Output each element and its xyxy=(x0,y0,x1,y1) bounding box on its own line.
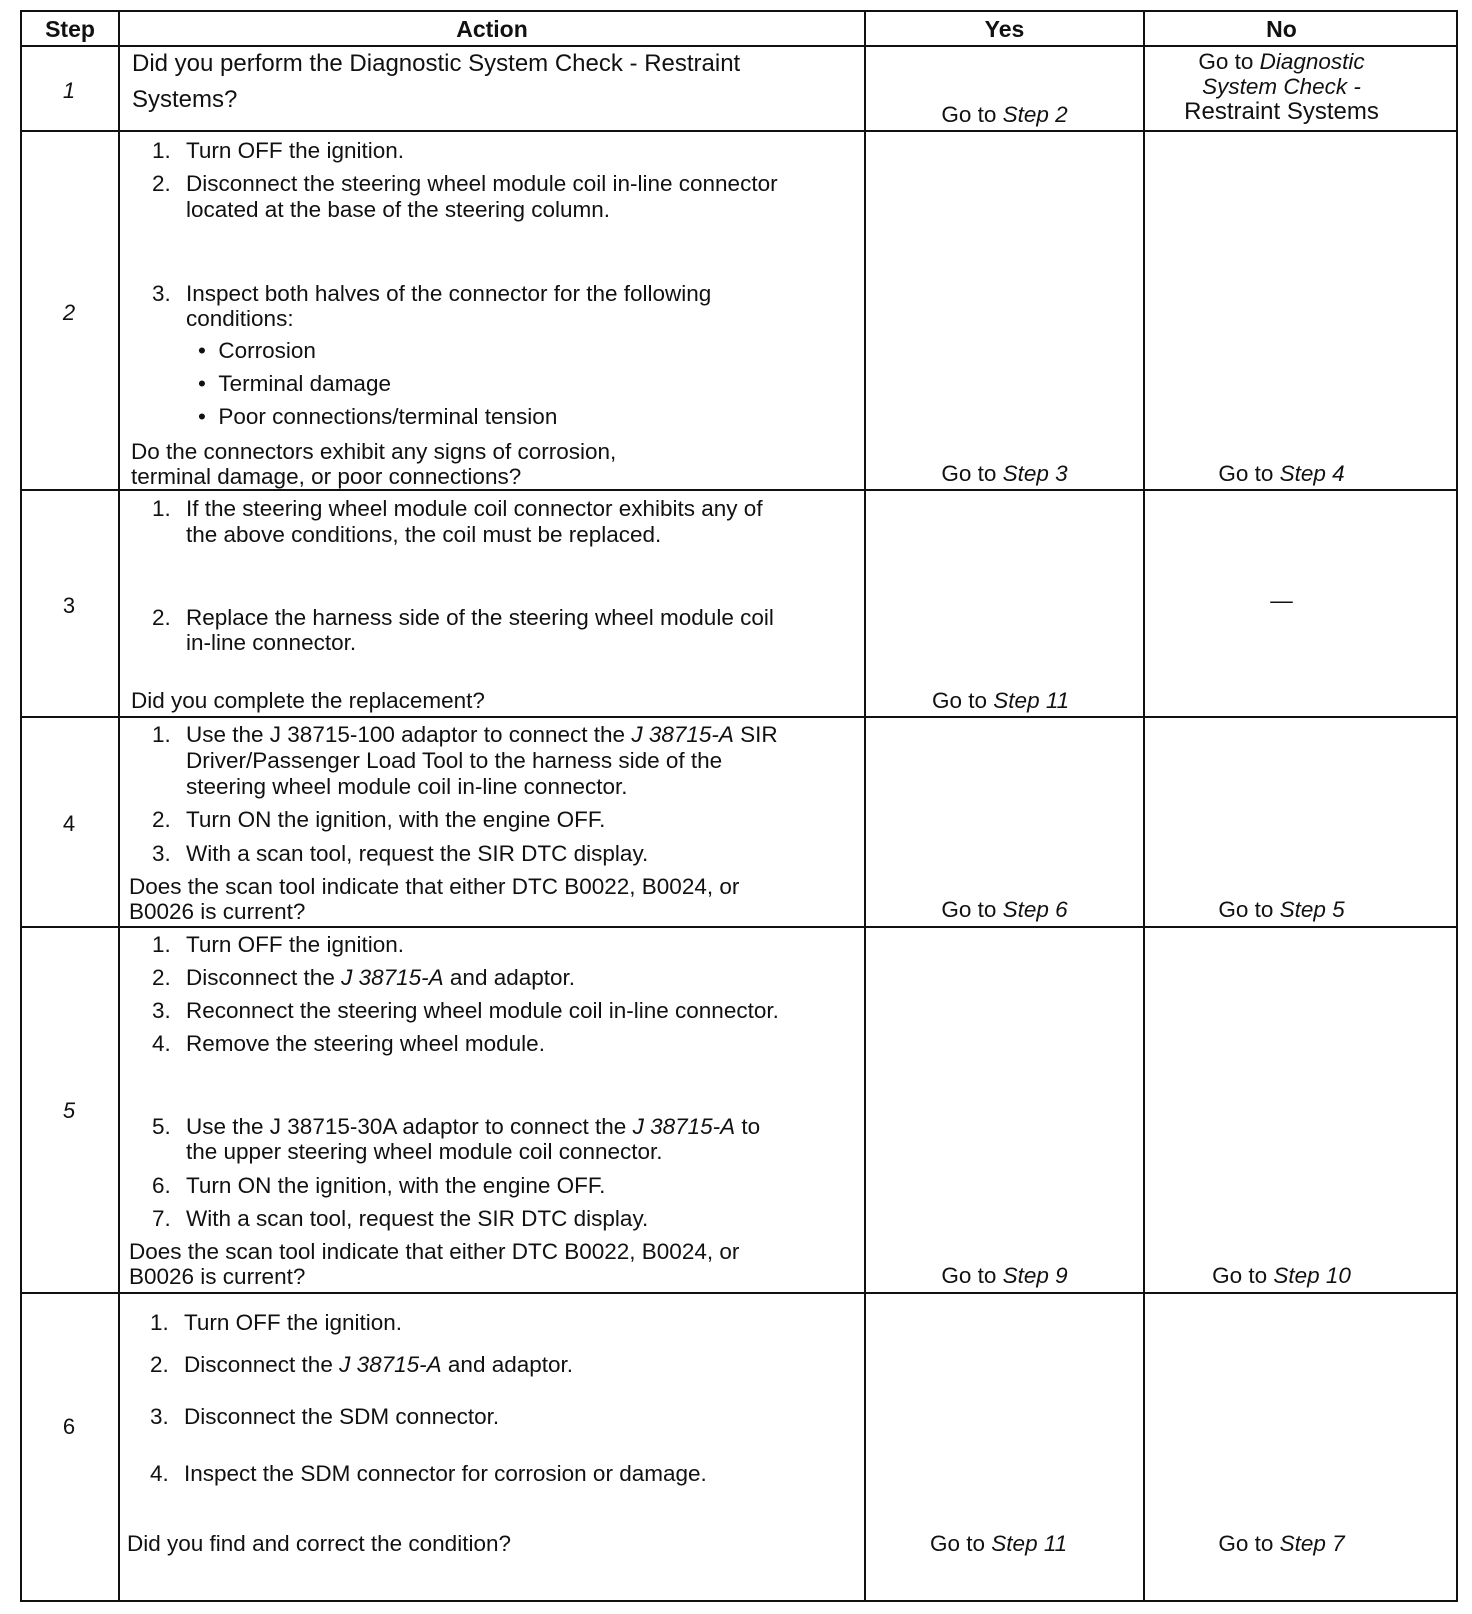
item-text: the upper steering wheel module coil connector. xyxy=(186,1139,663,1164)
col-divider xyxy=(864,12,866,1600)
item-text: Reconnect the steering wheel module coil in-line connector. xyxy=(186,998,779,1023)
item-number: 1. xyxy=(152,138,171,163)
item-text: Disconnect the SDM connector. xyxy=(184,1404,500,1429)
item-number: 1. xyxy=(150,1310,169,1335)
item-text: in-line connector. xyxy=(186,630,357,655)
row-divider xyxy=(22,926,1456,928)
yes-result xyxy=(866,1531,1156,1557)
no-result xyxy=(1145,1531,1418,1557)
step-number: 1 xyxy=(62,78,76,103)
col-divider xyxy=(118,12,120,1600)
no-step-link[interactable]: Step 10 xyxy=(1273,1263,1351,1288)
question-line: B0026 is current? xyxy=(129,1264,306,1289)
item-number: 3. xyxy=(152,998,171,1023)
item-text: the above conditions, the coil must be replaced. xyxy=(186,522,662,547)
yes-step-link[interactable]: Step 3 xyxy=(1002,461,1068,486)
item-number: 6. xyxy=(152,1173,171,1198)
item-number: 3. xyxy=(152,281,171,306)
no-result xyxy=(1145,897,1418,923)
question-line: Systems? xyxy=(132,86,238,113)
bullet-item: • Terminal damage xyxy=(198,371,391,396)
item-number: 1. xyxy=(152,932,171,957)
question xyxy=(129,874,739,924)
header-action: Action xyxy=(456,15,528,42)
item-number: 2. xyxy=(152,605,171,630)
item-text: Turn ON the ignition, with the engine OFF. xyxy=(186,807,606,832)
item-number: 7. xyxy=(152,1206,171,1231)
item-text: Turn OFF the ignition. xyxy=(184,1310,403,1335)
yes-step-link[interactable]: Step 11 xyxy=(993,688,1070,713)
tool-reference[interactable]: J 38715-A xyxy=(341,965,444,990)
item-number: 3. xyxy=(150,1404,169,1429)
no-prefix: Go to xyxy=(1218,461,1274,486)
question-line: Does the scan tool indicate that either DTC B0022, B0024, or xyxy=(129,1239,740,1264)
question-line: terminal damage, or poor connections? xyxy=(131,464,522,489)
item-number: 2. xyxy=(150,1352,169,1377)
yes-result xyxy=(866,102,1143,128)
item-text: Use the J 38715-30A adaptor to connect the xyxy=(186,1114,633,1139)
no-step-link[interactable]: Step 7 xyxy=(1279,1531,1345,1556)
item-text: Driver/Passenger Load Tool to the harness side of the xyxy=(186,748,723,773)
yes-step-link[interactable]: Step 6 xyxy=(1002,897,1068,922)
no-step-link[interactable]: Step 4 xyxy=(1279,461,1345,486)
no-result xyxy=(1145,461,1418,487)
yes-prefix: Go to xyxy=(941,1263,997,1288)
question-line: Did you perform the Diagnostic System Check - Restraint xyxy=(132,50,741,77)
item-text: Turn ON the ignition, with the engine OFF. xyxy=(186,1173,606,1198)
item-text: located at the base of the steering column. xyxy=(186,197,611,222)
question-line: B0026 is current? xyxy=(129,899,306,924)
question: Did you find and correct the condition? xyxy=(127,1531,511,1556)
yes-step-link[interactable]: Step 2 xyxy=(1002,102,1068,127)
row-divider xyxy=(22,1292,1456,1294)
item-number: 1. xyxy=(152,496,171,521)
header-yes: Yes xyxy=(984,15,1025,42)
item-number: 4. xyxy=(152,1031,171,1056)
tool-reference[interactable]: J 38715-A xyxy=(339,1352,442,1377)
question: Did you complete the replacement? xyxy=(131,688,485,713)
item-text: Turn OFF the ignition. xyxy=(186,138,405,163)
bullet-text: Corrosion xyxy=(218,338,316,363)
item-number: 2. xyxy=(152,171,171,196)
item-text: Inspect the SDM connector for corrosion or damage. xyxy=(184,1461,707,1486)
header-no: No xyxy=(1266,15,1297,42)
item-text: and adaptor. xyxy=(443,965,576,990)
yes-result xyxy=(866,461,1143,487)
row-divider xyxy=(22,716,1456,718)
tool-reference[interactable]: J 38715-A xyxy=(631,722,734,747)
row-divider xyxy=(22,489,1456,491)
yes-prefix: Go to xyxy=(930,1531,986,1556)
header-step: Step xyxy=(45,15,95,42)
item-number: 1. xyxy=(152,722,171,747)
no-prefix: Go to xyxy=(1218,1531,1274,1556)
question xyxy=(132,50,740,114)
item-text: Inspect both halves of the connector for the following xyxy=(186,281,712,306)
item-number: 3. xyxy=(152,841,171,866)
step-number: 3 xyxy=(62,593,76,618)
item-text: Disconnect the steering wheel module coil in-line connector xyxy=(186,171,778,196)
yes-step-link[interactable]: Step 9 xyxy=(1002,1263,1068,1288)
yes-result xyxy=(866,688,1156,714)
item-text: With a scan tool, request the SIR DTC display. xyxy=(186,1206,649,1231)
yes-prefix: Go to xyxy=(941,897,997,922)
item-number: 5. xyxy=(152,1114,171,1139)
question-line: Does the scan tool indicate that either DTC B0022, B0024, or xyxy=(129,874,740,899)
tool-reference[interactable]: J 38715-A xyxy=(632,1114,736,1139)
step-number: 5 xyxy=(62,1098,76,1123)
item-text: If the steering wheel module coil connector exhibits any of xyxy=(186,496,763,521)
bullet-text: Terminal damage xyxy=(218,371,391,396)
question xyxy=(131,439,616,489)
no-result xyxy=(1145,49,1418,124)
no-link[interactable]: System Check - xyxy=(1202,74,1361,99)
item-text: steering wheel module coil in-line connector. xyxy=(186,774,628,799)
no-result xyxy=(1145,1263,1418,1289)
item-text: Disconnect the xyxy=(186,965,342,990)
item-text: conditions: xyxy=(186,306,294,331)
item-number: 2. xyxy=(152,807,171,832)
item-text: Use the J 38715-100 adaptor to connect the xyxy=(186,722,632,747)
item-text: SIR xyxy=(733,722,778,747)
yes-prefix: Go to xyxy=(941,102,997,127)
bullet-item: • Poor connections/terminal tension xyxy=(198,404,558,429)
step-number: 6 xyxy=(62,1414,76,1439)
item-text: Remove the steering wheel module. xyxy=(186,1031,545,1056)
no-step-link[interactable]: Step 5 xyxy=(1279,897,1345,922)
question-line: Do the connectors exhibit any signs of corrosion, xyxy=(131,439,617,464)
step-number: 4 xyxy=(62,811,76,836)
no-link[interactable]: Diagnostic xyxy=(1259,49,1365,74)
item-text: to xyxy=(735,1114,761,1139)
yes-result xyxy=(866,897,1143,923)
item-text: Disconnect the xyxy=(184,1352,340,1377)
item-text: and adaptor. xyxy=(441,1352,574,1377)
yes-step-link[interactable]: Step 11 xyxy=(991,1531,1068,1556)
no-prefix: Go to xyxy=(1212,1263,1268,1288)
col-divider xyxy=(1143,12,1145,1600)
item-text: Turn OFF the ignition. xyxy=(186,932,405,957)
yes-prefix: Go to xyxy=(932,688,988,713)
item-number: 4. xyxy=(150,1461,169,1486)
row-divider xyxy=(22,130,1456,132)
bullet-text: Poor connections/terminal tension xyxy=(218,404,558,429)
no-prefix: Go to xyxy=(1198,49,1254,74)
item-text: Replace the harness side of the steering wheel module coil xyxy=(186,605,774,630)
yes-result xyxy=(866,1263,1143,1289)
question xyxy=(129,1239,739,1289)
item-text: With a scan tool, request the SIR DTC display. xyxy=(186,841,649,866)
no-result: — xyxy=(1270,588,1293,613)
item-number: 2. xyxy=(152,965,171,990)
yes-prefix: Go to xyxy=(941,461,997,486)
bullet-item: • Corrosion xyxy=(198,338,316,363)
step-number: 2 xyxy=(62,300,76,325)
no-link-tail: Restraint Systems xyxy=(1184,98,1379,125)
no-prefix: Go to xyxy=(1218,897,1274,922)
